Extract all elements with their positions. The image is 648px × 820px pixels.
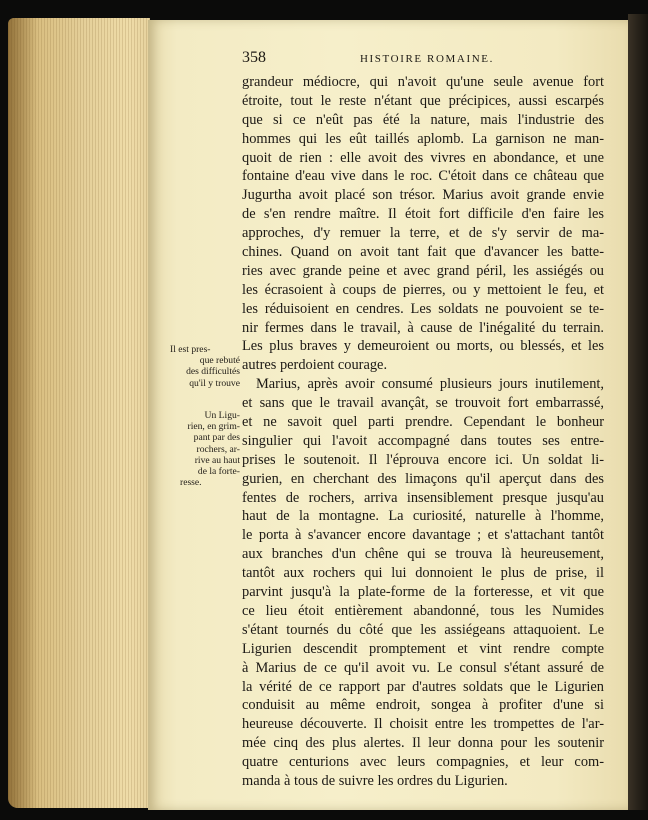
margin-note-line: de la forte- bbox=[197, 465, 240, 477]
margin-note-line: que rebuté bbox=[199, 355, 240, 367]
margin-note-line: rien, en grim- bbox=[187, 421, 240, 433]
paragraph-end-line: autres perdoient courage. bbox=[242, 357, 388, 374]
text-line: grandeur médiocre, qui n'avoit qu'une seule avenue fort bbox=[242, 74, 604, 90]
page-number: 358 bbox=[242, 49, 266, 66]
text-line: ries avec grande peine et avec grand péril, les assiégés ou bbox=[242, 262, 604, 279]
margin-note-line: rive au haut bbox=[194, 454, 240, 466]
text-line: ce lieu étoit entièrement abandonné, tous les Numides bbox=[242, 602, 604, 619]
text-line: hommes qui les eût taillés aplomb. La garnison ne man- bbox=[242, 130, 604, 147]
margin-note-line: Il est pres- bbox=[170, 344, 211, 355]
text-line: haut de la montagne. La curiosité, naturelle à l'homme, bbox=[242, 508, 604, 525]
text-line: approches, d'y remuer la terre, et de s'y servir de ma- bbox=[242, 225, 604, 242]
facing-page-edge bbox=[628, 14, 648, 810]
text-line: conduisit au même endroit, songea à profiter d'une si bbox=[242, 697, 604, 714]
text-line: les écrasoient à coups de pierres, ou y mettoient le feu, et bbox=[242, 281, 604, 298]
text-line: mée cinq des plus alertes. Il leur donna pour les soutenir bbox=[242, 735, 604, 752]
text-line: tantôt aux rochers qui lui donnoient le plus de prise, il bbox=[242, 565, 604, 582]
text-line: fentes de rochers, arriva insensiblement presque jusqu'au bbox=[242, 489, 604, 506]
text-line: heureuse découverte. Il choisit entre les trompettes de l'ar- bbox=[242, 716, 604, 733]
margin-note-line: resse. bbox=[180, 477, 202, 489]
text-line: quatre centurions avec leurs compagnies, et leur com- bbox=[242, 754, 604, 771]
text-line: parvint jusqu'à la plate-forme de la forteresse, et vit que bbox=[242, 584, 604, 601]
margin-note-ligurian bbox=[170, 410, 240, 488]
text-line: s'étant tournés du côté que les assiégeans attaquoient. Le bbox=[242, 621, 604, 638]
text-line: Ligurien descendit promptement et vint rendre compte bbox=[242, 640, 604, 657]
text-line: prises le soutenoit. Il l'éprouva encore ici. Un soldat li- bbox=[242, 451, 604, 468]
margin-note-difficulties bbox=[170, 344, 240, 389]
text-line: nir fermes dans le travail, à cause de l'inégalité du terrain. bbox=[242, 319, 604, 336]
text-line: la vérité de ce rapport par d'autres soldats que le Ligurien bbox=[242, 678, 604, 695]
page-edges-shadow bbox=[8, 18, 38, 808]
text-line: Les plus braves y demeuroient ou morts, ou blessés, et les bbox=[242, 338, 604, 355]
text-line: quoit de rien : elle avoit des vivres en abondance, et une bbox=[242, 149, 604, 166]
paragraph-end-line: manda à tous de suivre les ordres du Ligurien. bbox=[242, 772, 508, 789]
text-line: singulier qui l'avoit accompagné dans toutes ses entre- bbox=[242, 432, 604, 449]
text-line: et ne savoit quel parti prendre. Cependant le bonheur bbox=[242, 414, 604, 431]
running-head: HISTOIRE ROMAINE. bbox=[360, 53, 494, 65]
text-line: de s'en rendre maître. Il étoit fort difficile d'en faire les bbox=[242, 206, 604, 223]
margin-note-line: pant par des bbox=[193, 432, 240, 444]
paragraph-start-line: Marius, après avoir consumé plusieurs jours inutilement, bbox=[256, 376, 604, 393]
margin-note-line: Un Ligu- bbox=[204, 410, 240, 421]
text-line: Jugurtha avoit placé son trésor. Marius avoit grande envie bbox=[242, 187, 604, 204]
text-line: et sans que le travail avançât, se trouvoit fort embarrassé, bbox=[242, 395, 604, 412]
text-line: aux branches d'un chêne qui se trouva là heureusement, bbox=[242, 546, 604, 563]
page-header bbox=[242, 51, 602, 69]
text-line: à Marius de ce qu'il avoit vu. Le consul s'étant assuré de bbox=[242, 659, 604, 676]
margin-note-line: rochers, ar- bbox=[196, 443, 240, 455]
text-line: chines. Quand on avoit tant fait que d'avancer les batte- bbox=[242, 244, 604, 261]
text-line: les réduisoient en cendres. Les soldats ne pouvoient se te- bbox=[242, 300, 604, 317]
text-line: gurien, en cherchant des limaçons qu'il aperçut dans des bbox=[242, 470, 604, 487]
text-line: étroite, tout le reste n'étant que précipices, aussi escarpés bbox=[242, 92, 604, 109]
text-line: le porta à s'avancer encore davantage ; et s'attachant tantôt bbox=[242, 527, 604, 544]
text-line: que si ce n'eût pas été la nature, mais l'industrie des bbox=[242, 111, 604, 128]
body-text bbox=[242, 73, 604, 791]
margin-note-line: des difficultés bbox=[186, 366, 240, 378]
margin-note-line: qu'il y trouve bbox=[189, 377, 240, 389]
text-line: fontaine d'eau vive dans le roc. C'étoit dans ce château que bbox=[242, 168, 604, 185]
